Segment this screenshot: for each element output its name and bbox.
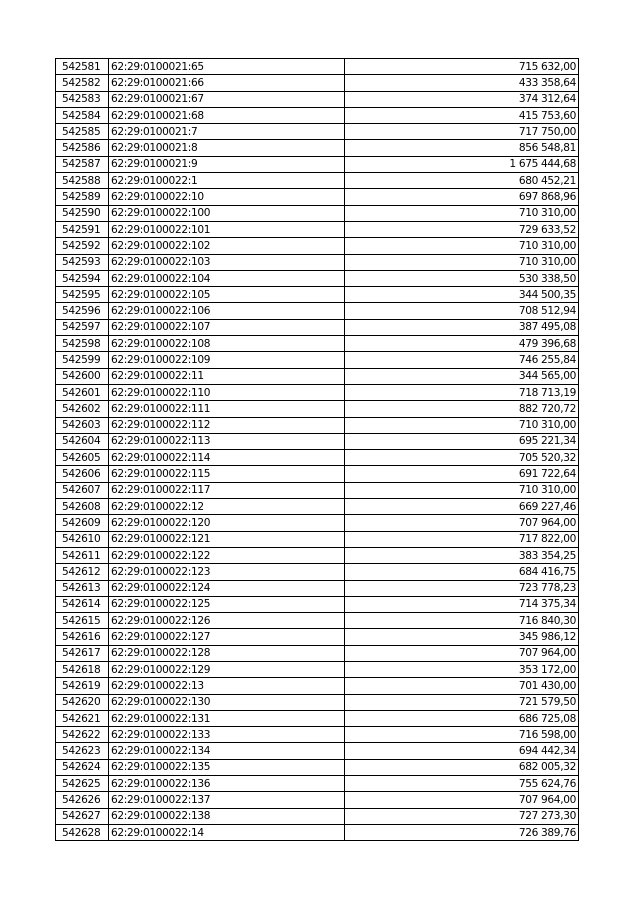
value-cell: 669 227,46	[345, 499, 579, 515]
value-cell: 697 868,96	[345, 189, 579, 205]
value-cell: 387 495,08	[345, 319, 579, 335]
table-row	[56, 531, 579, 547]
cadastral-number-cell: 62:29:0100022:114	[109, 450, 345, 466]
cadastral-number-cell: 62:29:0100022:102	[109, 238, 345, 254]
row-number-cell: 542598	[56, 336, 109, 352]
row-number-cell: 542589	[56, 189, 109, 205]
cadastral-number-cell: 62:29:0100022:137	[109, 792, 345, 808]
row-number-cell: 542596	[56, 303, 109, 319]
value-cell: 716 840,30	[345, 613, 579, 629]
table-row	[56, 661, 579, 677]
table-row	[56, 678, 579, 694]
value-cell: 530 338,50	[345, 270, 579, 286]
table-row	[56, 547, 579, 563]
row-number-cell: 542625	[56, 776, 109, 792]
table-row	[56, 433, 579, 449]
value-cell: 721 579,50	[345, 694, 579, 710]
value-cell: 708 512,94	[345, 303, 579, 319]
row-number-cell: 542614	[56, 596, 109, 612]
row-number-cell: 542626	[56, 792, 109, 808]
row-number-cell: 542585	[56, 124, 109, 140]
value-cell: 383 354,25	[345, 547, 579, 563]
cadastral-number-cell: 62:29:0100022:121	[109, 531, 345, 547]
row-number-cell: 542600	[56, 368, 109, 384]
value-cell: 707 964,00	[345, 645, 579, 661]
value-cell: 710 310,00	[345, 205, 579, 221]
row-number-cell: 542601	[56, 384, 109, 400]
cadastral-number-cell: 62:29:0100022:106	[109, 303, 345, 319]
row-number-cell: 542590	[56, 205, 109, 221]
value-cell: 682 005,32	[345, 759, 579, 775]
row-number-cell: 542618	[56, 661, 109, 677]
table-row	[56, 824, 579, 840]
table-row	[56, 401, 579, 417]
row-number-cell: 542592	[56, 238, 109, 254]
row-number-cell: 542599	[56, 352, 109, 368]
row-number-cell: 542619	[56, 678, 109, 694]
table-row	[56, 140, 579, 156]
value-cell: 686 725,08	[345, 710, 579, 726]
value-cell: 705 520,32	[345, 450, 579, 466]
table-row	[56, 107, 579, 123]
cadastral-number-cell: 62:29:0100021:9	[109, 156, 345, 172]
table-row	[56, 270, 579, 286]
value-cell: 718 713,19	[345, 384, 579, 400]
table-row	[56, 776, 579, 792]
row-number-cell: 542627	[56, 808, 109, 824]
cadastral-number-cell: 62:29:0100022:128	[109, 645, 345, 661]
table-body	[56, 59, 579, 841]
data-table	[55, 58, 579, 841]
table-row	[56, 221, 579, 237]
value-cell: 710 310,00	[345, 482, 579, 498]
table-row	[56, 466, 579, 482]
value-cell: 695 221,34	[345, 433, 579, 449]
cadastral-number-cell: 62:29:0100022:10	[109, 189, 345, 205]
row-number-cell: 542620	[56, 694, 109, 710]
cadastral-number-cell: 62:29:0100022:124	[109, 580, 345, 596]
value-cell: 701 430,00	[345, 678, 579, 694]
cadastral-number-cell: 62:29:0100022:112	[109, 417, 345, 433]
row-number-cell: 542628	[56, 824, 109, 840]
table-row	[56, 287, 579, 303]
row-number-cell: 542616	[56, 629, 109, 645]
row-number-cell: 542610	[56, 531, 109, 547]
row-number-cell: 542607	[56, 482, 109, 498]
cadastral-number-cell: 62:29:0100022:103	[109, 254, 345, 270]
table-row	[56, 450, 579, 466]
cadastral-number-cell: 62:29:0100022:110	[109, 384, 345, 400]
cadastral-number-cell: 62:29:0100021:7	[109, 124, 345, 140]
row-number-cell: 542612	[56, 564, 109, 580]
value-cell: 714 375,34	[345, 596, 579, 612]
cadastral-number-cell: 62:29:0100022:1	[109, 173, 345, 189]
table-row	[56, 205, 579, 221]
value-cell: 856 548,81	[345, 140, 579, 156]
row-number-cell: 542613	[56, 580, 109, 596]
cadastral-number-cell: 62:29:0100022:108	[109, 336, 345, 352]
row-number-cell: 542587	[56, 156, 109, 172]
table-row	[56, 189, 579, 205]
value-cell: 727 273,30	[345, 808, 579, 824]
table-row	[56, 710, 579, 726]
row-number-cell: 542594	[56, 270, 109, 286]
row-number-cell: 542597	[56, 319, 109, 335]
row-number-cell: 542603	[56, 417, 109, 433]
value-cell: 710 310,00	[345, 417, 579, 433]
row-number-cell: 542608	[56, 499, 109, 515]
table-row	[56, 596, 579, 612]
table-row	[56, 59, 579, 75]
table-row	[56, 336, 579, 352]
table-row	[56, 384, 579, 400]
cadastral-number-cell: 62:29:0100022:101	[109, 221, 345, 237]
cadastral-number-cell: 62:29:0100021:67	[109, 91, 345, 107]
table-row	[56, 613, 579, 629]
row-number-cell: 542622	[56, 727, 109, 743]
cadastral-number-cell: 62:29:0100022:125	[109, 596, 345, 612]
table-row	[56, 482, 579, 498]
value-cell: 691 722,64	[345, 466, 579, 482]
cadastral-number-cell: 62:29:0100022:100	[109, 205, 345, 221]
table-row	[56, 515, 579, 531]
table-row	[56, 319, 579, 335]
value-cell: 479 396,68	[345, 336, 579, 352]
table-row	[56, 499, 579, 515]
row-number-cell: 542605	[56, 450, 109, 466]
row-number-cell: 542581	[56, 59, 109, 75]
cadastral-number-cell: 62:29:0100022:120	[109, 515, 345, 531]
row-number-cell: 542611	[56, 547, 109, 563]
row-number-cell: 542584	[56, 107, 109, 123]
value-cell: 415 753,60	[345, 107, 579, 123]
table-row	[56, 254, 579, 270]
row-number-cell: 542602	[56, 401, 109, 417]
cadastral-number-cell: 62:29:0100022:14	[109, 824, 345, 840]
table-row	[56, 580, 579, 596]
row-number-cell: 542624	[56, 759, 109, 775]
value-cell: 353 172,00	[345, 661, 579, 677]
table-row	[56, 303, 579, 319]
cadastral-number-cell: 62:29:0100022:135	[109, 759, 345, 775]
table-row	[56, 759, 579, 775]
value-cell: 717 750,00	[345, 124, 579, 140]
value-cell: 344 565,00	[345, 368, 579, 384]
cadastral-number-cell: 62:29:0100022:122	[109, 547, 345, 563]
value-cell: 882 720,72	[345, 401, 579, 417]
cadastral-number-cell: 62:29:0100022:113	[109, 433, 345, 449]
cadastral-number-cell: 62:29:0100021:66	[109, 75, 345, 91]
value-cell: 710 310,00	[345, 254, 579, 270]
value-cell: 1 675 444,68	[345, 156, 579, 172]
cadastral-number-cell: 62:29:0100022:12	[109, 499, 345, 515]
row-number-cell: 542593	[56, 254, 109, 270]
cadastral-number-cell: 62:29:0100022:138	[109, 808, 345, 824]
cadastral-number-cell: 62:29:0100022:13	[109, 678, 345, 694]
cadastral-number-cell: 62:29:0100022:107	[109, 319, 345, 335]
table-row	[56, 808, 579, 824]
value-cell: 715 632,00	[345, 59, 579, 75]
value-cell: 755 624,76	[345, 776, 579, 792]
table-row	[56, 564, 579, 580]
table-row	[56, 238, 579, 254]
table-row	[56, 629, 579, 645]
row-number-cell: 542586	[56, 140, 109, 156]
cadastral-number-cell: 62:29:0100022:123	[109, 564, 345, 580]
cadastral-number-cell: 62:29:0100022:133	[109, 727, 345, 743]
value-cell: 726 389,76	[345, 824, 579, 840]
cadastral-number-cell: 62:29:0100022:129	[109, 661, 345, 677]
cadastral-number-cell: 62:29:0100022:127	[109, 629, 345, 645]
table-row	[56, 156, 579, 172]
table-row	[56, 352, 579, 368]
row-number-cell: 542617	[56, 645, 109, 661]
cadastral-number-cell: 62:29:0100022:117	[109, 482, 345, 498]
row-number-cell: 542591	[56, 221, 109, 237]
table-row	[56, 792, 579, 808]
cadastral-number-cell: 62:29:0100022:105	[109, 287, 345, 303]
table-row	[56, 727, 579, 743]
cadastral-number-cell: 62:29:0100022:131	[109, 710, 345, 726]
row-number-cell: 542582	[56, 75, 109, 91]
row-number-cell: 542609	[56, 515, 109, 531]
table-row	[56, 173, 579, 189]
row-number-cell: 542588	[56, 173, 109, 189]
value-cell: 717 822,00	[345, 531, 579, 547]
value-cell: 694 442,34	[345, 743, 579, 759]
table-row	[56, 417, 579, 433]
row-number-cell: 542623	[56, 743, 109, 759]
cadastral-number-cell: 62:29:0100022:109	[109, 352, 345, 368]
cadastral-number-cell: 62:29:0100022:134	[109, 743, 345, 759]
table-row	[56, 743, 579, 759]
row-number-cell: 542595	[56, 287, 109, 303]
value-cell: 729 633,52	[345, 221, 579, 237]
table-row	[56, 91, 579, 107]
cadastral-number-cell: 62:29:0100021:65	[109, 59, 345, 75]
cadastral-number-cell: 62:29:0100022:136	[109, 776, 345, 792]
table-row	[56, 124, 579, 140]
cadastral-number-cell: 62:29:0100022:11	[109, 368, 345, 384]
cadastral-number-cell: 62:29:0100022:126	[109, 613, 345, 629]
table-row	[56, 694, 579, 710]
value-cell: 433 358,64	[345, 75, 579, 91]
value-cell: 684 416,75	[345, 564, 579, 580]
cadastral-number-cell: 62:29:0100021:8	[109, 140, 345, 156]
cadastral-number-cell: 62:29:0100021:68	[109, 107, 345, 123]
table-row	[56, 645, 579, 661]
row-number-cell: 542621	[56, 710, 109, 726]
value-cell: 345 986,12	[345, 629, 579, 645]
value-cell: 707 964,00	[345, 515, 579, 531]
table-row	[56, 75, 579, 91]
value-cell: 680 452,21	[345, 173, 579, 189]
cadastral-number-cell: 62:29:0100022:130	[109, 694, 345, 710]
cadastral-number-cell: 62:29:0100022:104	[109, 270, 345, 286]
cadastral-number-cell: 62:29:0100022:111	[109, 401, 345, 417]
cadastral-number-cell: 62:29:0100022:115	[109, 466, 345, 482]
value-cell: 716 598,00	[345, 727, 579, 743]
row-number-cell: 542606	[56, 466, 109, 482]
row-number-cell: 542615	[56, 613, 109, 629]
value-cell: 723 778,23	[345, 580, 579, 596]
value-cell: 344 500,35	[345, 287, 579, 303]
row-number-cell: 542583	[56, 91, 109, 107]
value-cell: 746 255,84	[345, 352, 579, 368]
value-cell: 374 312,64	[345, 91, 579, 107]
value-cell: 707 964,00	[345, 792, 579, 808]
row-number-cell: 542604	[56, 433, 109, 449]
table-row	[56, 368, 579, 384]
value-cell: 710 310,00	[345, 238, 579, 254]
